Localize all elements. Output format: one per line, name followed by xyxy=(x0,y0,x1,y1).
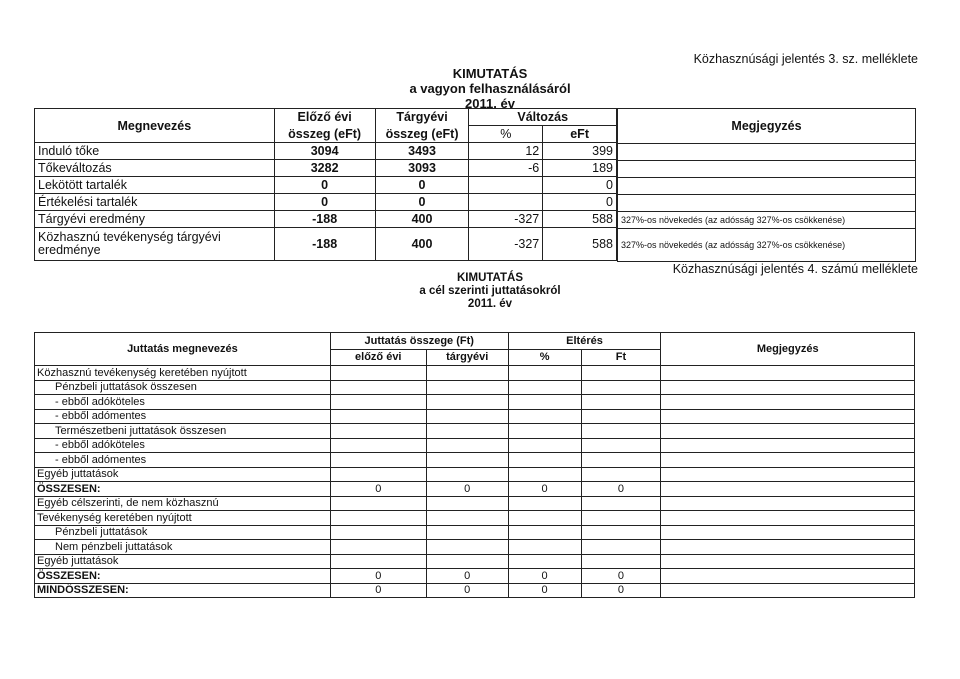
row-name: Induló tőke xyxy=(35,143,275,160)
row-prev: -188 xyxy=(274,211,375,228)
row-prev: 3094 xyxy=(274,143,375,160)
row-remark xyxy=(661,554,915,569)
col-header-change: Változás xyxy=(469,109,617,126)
row-curr xyxy=(426,525,508,540)
row-name: MINDÖSSZESEN: xyxy=(35,583,331,598)
row-curr xyxy=(426,395,508,410)
row-name: - ebből adómentes xyxy=(35,409,331,424)
row-ft xyxy=(581,380,661,395)
table-row xyxy=(35,194,617,211)
row-curr: 0 xyxy=(375,177,469,194)
row-name: - ebből adómentes xyxy=(35,453,331,468)
table-row xyxy=(35,496,915,511)
row-pct xyxy=(508,424,581,439)
row-pct xyxy=(508,525,581,540)
row-prev xyxy=(330,453,426,468)
row-pct xyxy=(508,496,581,511)
row-curr xyxy=(426,554,508,569)
col-header-prev: előző évi xyxy=(330,349,426,366)
row-curr: 0 xyxy=(375,194,469,211)
row-pct xyxy=(508,511,581,526)
row-remark xyxy=(661,496,915,511)
report-title: KIMUTATÁS xyxy=(452,66,528,81)
report-subtitle: a vagyon felhasználásáról xyxy=(409,81,571,96)
col-header-curr: Tárgyévi xyxy=(375,109,469,126)
row-name: Értékelési tartalék xyxy=(35,194,275,211)
row-prev xyxy=(330,424,426,439)
row-eft: 399 xyxy=(543,143,617,160)
row-curr xyxy=(426,438,508,453)
table-row xyxy=(35,409,915,424)
col-header-ft: Ft xyxy=(581,349,661,366)
row-remark xyxy=(661,525,915,540)
row-curr xyxy=(426,511,508,526)
row-pct xyxy=(508,409,581,424)
row-curr: 400 xyxy=(375,228,469,261)
row-name: - ebből adóköteles xyxy=(35,395,331,410)
row-name: ÖSSZESEN: xyxy=(35,569,331,584)
col-header-diff: Eltérés xyxy=(508,333,661,350)
table-row xyxy=(35,554,915,569)
report-subtitle: a cél szerinti juttatásokról xyxy=(419,285,561,297)
row-name: Nem pénzbeli juttatások xyxy=(35,540,331,555)
row-pct: -6 xyxy=(469,160,543,177)
row-prev xyxy=(330,554,426,569)
row-curr: 0 xyxy=(426,583,508,598)
row-remark xyxy=(661,438,915,453)
col-header-amount: Juttatás összege (Ft) xyxy=(330,333,508,350)
annex-label-3: Közhasznúsági jelentés 3. sz. melléklete xyxy=(693,52,918,66)
row-remark xyxy=(661,482,915,497)
row-name: - ebből adóköteles xyxy=(35,438,331,453)
report-year: 2011. év xyxy=(465,96,515,111)
row-eft: 0 xyxy=(543,177,617,194)
row-remark xyxy=(661,424,915,439)
row-prev xyxy=(330,525,426,540)
table-row xyxy=(35,467,915,482)
row-ft xyxy=(581,511,661,526)
row-ft: 0 xyxy=(581,482,661,497)
row-eft: 588 xyxy=(543,211,617,228)
row-curr: 400 xyxy=(375,211,469,228)
row-curr xyxy=(426,409,508,424)
col-header-eft: eFt xyxy=(543,126,617,143)
annex-label-4: Közhasznúsági jelentés 4. számú melléklete xyxy=(672,262,918,276)
row-pct xyxy=(508,380,581,395)
row-pct: 12 xyxy=(469,143,543,160)
table-row xyxy=(35,160,617,177)
table-row xyxy=(35,143,617,160)
row-prev: 0 xyxy=(330,583,426,598)
row-pct: 0 xyxy=(508,583,581,598)
row-curr xyxy=(426,380,508,395)
asset-usage-table xyxy=(34,108,617,261)
row-ft xyxy=(581,453,661,468)
row-curr xyxy=(426,496,508,511)
row-name-line1: Közhasznú tevékenység tárgyévi xyxy=(38,230,221,244)
asset-usage-remarks xyxy=(617,108,916,262)
row-pct xyxy=(508,395,581,410)
col-header-prev: Előző évi xyxy=(274,109,375,126)
table-row xyxy=(35,525,915,540)
remark-cell xyxy=(618,195,916,212)
col-header-remark: Megjegyzés xyxy=(618,109,916,144)
row-name xyxy=(35,228,275,261)
row-pct xyxy=(508,453,581,468)
row-pct xyxy=(508,554,581,569)
row-curr: 3493 xyxy=(375,143,469,160)
row-remark xyxy=(661,409,915,424)
table-row xyxy=(35,177,617,194)
row-remark xyxy=(661,380,915,395)
row-prev: -188 xyxy=(274,228,375,261)
row-pct xyxy=(508,366,581,381)
row-pct xyxy=(469,194,543,211)
row-ft xyxy=(581,525,661,540)
row-remark xyxy=(661,540,915,555)
row-eft: 189 xyxy=(543,160,617,177)
row-ft xyxy=(581,467,661,482)
table-row xyxy=(35,228,617,261)
table-row xyxy=(35,438,915,453)
row-remark xyxy=(661,395,915,410)
remark-cell: 327%-os növekedés (az adósság 327%-os csökkenése) xyxy=(618,212,916,229)
row-prev xyxy=(330,409,426,424)
row-curr xyxy=(426,424,508,439)
row-ft xyxy=(581,366,661,381)
row-name: Egyéb juttatások xyxy=(35,467,331,482)
row-pct xyxy=(508,467,581,482)
row-pct xyxy=(469,177,543,194)
table-row xyxy=(35,583,915,598)
row-name: Egyéb juttatások xyxy=(35,554,331,569)
table-row xyxy=(35,424,915,439)
row-prev xyxy=(330,511,426,526)
row-ft xyxy=(581,540,661,555)
row-pct: -327 xyxy=(469,228,543,261)
row-name: Pénzbeli juttatások xyxy=(35,525,331,540)
col-header-pct: % xyxy=(508,349,581,366)
row-prev xyxy=(330,366,426,381)
col-header-curr-unit: összeg (eFt) xyxy=(375,126,469,143)
row-name: Tárgyévi eredmény xyxy=(35,211,275,228)
row-pct: 0 xyxy=(508,482,581,497)
col-header-name: Juttatás megnevezés xyxy=(35,333,331,366)
row-remark xyxy=(661,569,915,584)
row-curr: 0 xyxy=(426,482,508,497)
row-remark xyxy=(661,453,915,468)
row-pct xyxy=(508,438,581,453)
report-title: KIMUTATÁS xyxy=(456,272,523,284)
row-pct: -327 xyxy=(469,211,543,228)
row-ft xyxy=(581,395,661,410)
remark-cell xyxy=(618,161,916,178)
table-row xyxy=(35,366,915,381)
row-name-line2: eredménye xyxy=(38,243,101,257)
row-prev: 0 xyxy=(330,569,426,584)
row-ft xyxy=(581,554,661,569)
row-ft xyxy=(581,438,661,453)
row-prev xyxy=(330,395,426,410)
row-name: Tevékenység keretében nyújtott xyxy=(35,511,331,526)
row-remark xyxy=(661,511,915,526)
row-prev xyxy=(330,467,426,482)
row-name: Közhasznú tevékenység keretében nyújtott xyxy=(35,366,331,381)
row-remark xyxy=(661,366,915,381)
row-curr xyxy=(426,540,508,555)
row-ft: 0 xyxy=(581,569,661,584)
row-prev: 3282 xyxy=(274,160,375,177)
row-prev: 0 xyxy=(330,482,426,497)
row-prev xyxy=(330,380,426,395)
row-pct xyxy=(508,540,581,555)
col-header-curr: tárgyévi xyxy=(426,349,508,366)
row-name: Lekötött tartalék xyxy=(35,177,275,194)
row-prev: 0 xyxy=(274,194,375,211)
row-ft xyxy=(581,496,661,511)
row-name: Egyéb célszerinti, de nem közhasznú xyxy=(35,496,331,511)
report-year: 2011. év xyxy=(467,298,513,310)
row-curr xyxy=(426,366,508,381)
row-name: Természetbeni juttatások összesen xyxy=(35,424,331,439)
row-name: Tőkeváltozás xyxy=(35,160,275,177)
row-prev xyxy=(330,496,426,511)
remark-cell xyxy=(618,178,916,195)
row-prev xyxy=(330,438,426,453)
table-row xyxy=(35,569,915,584)
remark-cell xyxy=(618,144,916,161)
row-ft: 0 xyxy=(581,583,661,598)
table-row xyxy=(35,211,617,228)
row-pct: 0 xyxy=(508,569,581,584)
report-title-1 xyxy=(380,66,600,111)
col-header-remark: Megjegyzés xyxy=(661,333,915,366)
row-curr: 0 xyxy=(426,569,508,584)
row-ft xyxy=(581,409,661,424)
col-header-name: Megnevezés xyxy=(35,109,275,143)
table-row xyxy=(35,395,915,410)
row-prev xyxy=(330,540,426,555)
row-name: ÖSSZESEN: xyxy=(35,482,331,497)
row-eft: 0 xyxy=(543,194,617,211)
row-prev: 0 xyxy=(274,177,375,194)
table-row xyxy=(35,453,915,468)
row-curr xyxy=(426,467,508,482)
col-header-prev-unit: összeg (eFt) xyxy=(274,126,375,143)
report-title-2 xyxy=(380,272,600,311)
row-curr: 3093 xyxy=(375,160,469,177)
row-remark xyxy=(661,583,915,598)
table-row xyxy=(35,540,915,555)
row-remark xyxy=(661,467,915,482)
row-curr xyxy=(426,453,508,468)
row-eft: 588 xyxy=(543,228,617,261)
row-name: Pénzbeli juttatások összesen xyxy=(35,380,331,395)
table-row xyxy=(35,511,915,526)
remark-cell: 327%-os növekedés (az adósság 327%-os csökkenése) xyxy=(618,229,916,262)
table-row xyxy=(35,380,915,395)
col-header-pct: % xyxy=(469,126,543,143)
benefits-table xyxy=(34,332,915,598)
table-row xyxy=(35,482,915,497)
row-ft xyxy=(581,424,661,439)
